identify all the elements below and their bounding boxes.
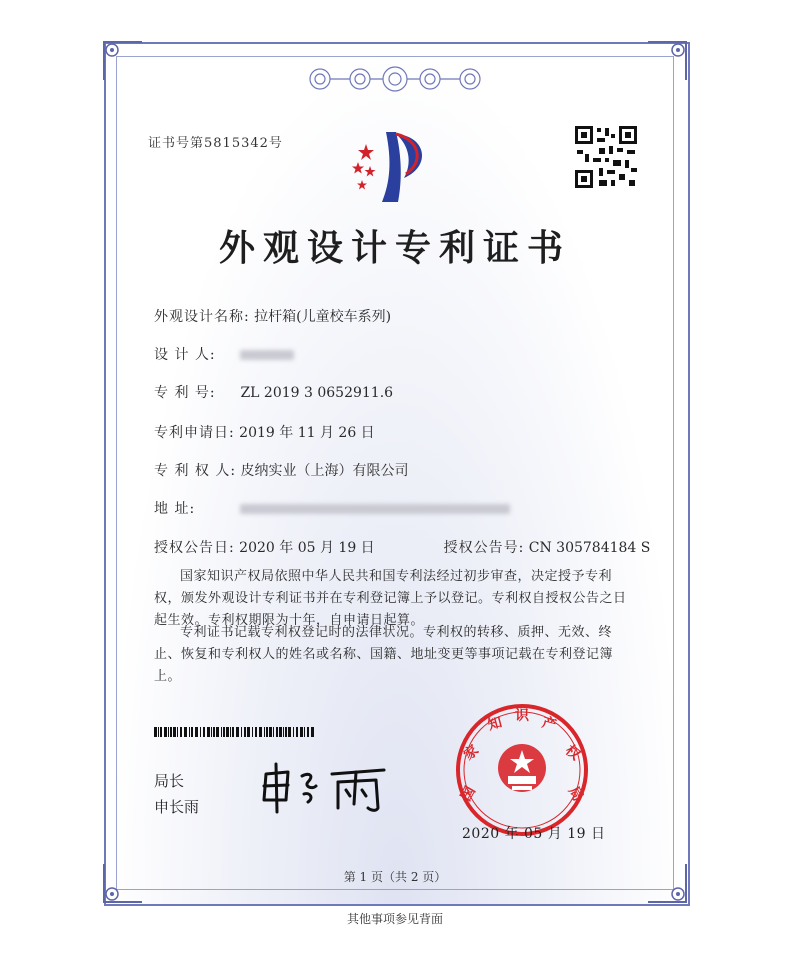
barcode-bar	[264, 727, 265, 737]
grant-publication-row	[154, 537, 650, 557]
barcode-bar	[283, 727, 284, 737]
barcode-bar	[247, 727, 250, 737]
barcode-bar	[285, 727, 287, 737]
seal-char-6: 权	[562, 742, 584, 764]
barcode-bar	[160, 727, 162, 737]
certificate-number: 证书号第5815342号	[148, 136, 283, 151]
barcode-bar	[170, 727, 172, 737]
barcode-bar	[189, 727, 190, 737]
barcode-bar	[296, 727, 298, 737]
director-title: 局长	[154, 772, 185, 790]
barcode-bar	[223, 727, 225, 737]
patent-holder-row	[154, 460, 408, 480]
barcode-bar	[230, 727, 231, 737]
patent-office-logo-icon	[340, 122, 440, 208]
filing-date-row	[154, 422, 375, 442]
barcode-bar	[168, 727, 169, 737]
grant-pub-no-value: CN 305784184 S	[528, 540, 651, 556]
barcode-bar	[241, 727, 242, 737]
rosette-ornament	[300, 64, 490, 94]
certificate-title: 外观设计专利证书	[218, 227, 571, 269]
patent-number-label: 专 利 号:	[154, 385, 216, 401]
filing-date-label: 专利申请日:	[154, 425, 235, 441]
designer-label: 设 计 人:	[154, 347, 216, 363]
barcode-bar	[211, 727, 212, 737]
barcode-bar	[279, 727, 282, 737]
barcode-bar	[255, 727, 257, 737]
grant-statement-paragraph: 国家知识产权局依照中华人民共和国专利法经过初步审查，决定授予专利权，颁发外观设计专利证书并在专利登记簿上予以登记。专利权自授权公告之日起生效。专利权期限为十年，自申请日起算。	[154, 569, 627, 628]
design-name-row	[154, 306, 391, 326]
barcode-bar	[304, 727, 305, 737]
barcode-bar	[266, 727, 268, 737]
barcode-bar	[221, 727, 222, 737]
address-row	[154, 498, 510, 518]
seal-char-3: 知	[486, 714, 504, 734]
grant-pub-date-value: 2020 年 05 月 19 日	[239, 540, 375, 556]
seal-date: 2020 年 05 月 19 日	[462, 826, 606, 842]
seal-char-1: 国	[458, 783, 479, 805]
barcode-bar	[154, 727, 157, 737]
designer-redacted	[240, 350, 294, 360]
barcode-bar	[259, 727, 262, 737]
seal-char-2: 家	[460, 742, 482, 764]
barcode-bar	[236, 727, 239, 737]
barcode-bar	[244, 727, 246, 737]
address-label: 地 址:	[154, 501, 196, 517]
seal-char-4: 识	[515, 708, 529, 724]
barcode-bar	[195, 727, 198, 737]
barcode-bar	[200, 727, 201, 737]
page-number: 第 1 页（共 2 页）	[343, 870, 447, 884]
patent-number-row	[154, 382, 393, 402]
barcode-bar	[276, 727, 278, 737]
barcode-bar	[184, 727, 187, 737]
patent-holder-value: 皮纳实业（上海）有限公司	[240, 463, 409, 479]
seal-char-7: 局	[565, 783, 586, 805]
qr-code-icon	[573, 124, 639, 190]
barcode-bar	[164, 727, 167, 737]
barcode-bar	[226, 727, 229, 737]
barcode-bar	[293, 727, 294, 737]
barcode-icon	[154, 727, 314, 737]
patent-holder-label: 专 利 权 人:	[154, 463, 237, 479]
director-name: 申长雨	[154, 798, 200, 816]
barcode-bar	[177, 727, 178, 737]
legal-status-paragraph: 专利证书记载专利权登记时的法律状况。专利权的转移、质押、无效、终止、恢复和专利权人的姓名或名称、国籍、地址变更等事项记载在专利登记簿上。	[154, 625, 614, 684]
grant-pub-date-label: 授权公告日:	[154, 540, 235, 556]
filing-date-value: 2019 年 11 月 26 日	[239, 425, 375, 441]
barcode-bar	[213, 727, 215, 737]
address-redacted	[240, 504, 510, 514]
barcode-bar	[203, 727, 205, 737]
barcode-bar	[180, 727, 182, 737]
director-signature-icon	[258, 760, 398, 814]
corner-ornament-top-left	[100, 38, 146, 84]
footer-note: 其他事项参见背面	[346, 912, 443, 926]
design-name-label: 外观设计名称:	[154, 309, 250, 325]
designer-row	[154, 344, 294, 364]
barcode-bar	[173, 727, 176, 737]
design-name-value: 拉杆箱(儿童校车系列)	[254, 309, 392, 325]
barcode-bar	[288, 727, 291, 737]
grant-pub-no-label: 授权公告号:	[443, 540, 525, 556]
barcode-bar	[307, 727, 309, 737]
corner-ornament-top-right	[644, 38, 690, 84]
barcode-bar	[191, 727, 193, 737]
barcode-bar	[158, 727, 159, 737]
official-seal-icon	[452, 700, 592, 840]
patent-number-value: ZL 2019 3 0652911.6	[240, 385, 394, 401]
barcode-bar	[300, 727, 303, 737]
barcode-bar	[232, 727, 234, 737]
barcode-bar	[269, 727, 272, 737]
barcode-bar	[252, 727, 253, 737]
seal-char-5: 产	[540, 714, 558, 734]
barcode-bar	[311, 727, 314, 737]
barcode-bar	[273, 727, 274, 737]
barcode-bar	[216, 727, 219, 737]
barcode-bar	[207, 727, 210, 737]
